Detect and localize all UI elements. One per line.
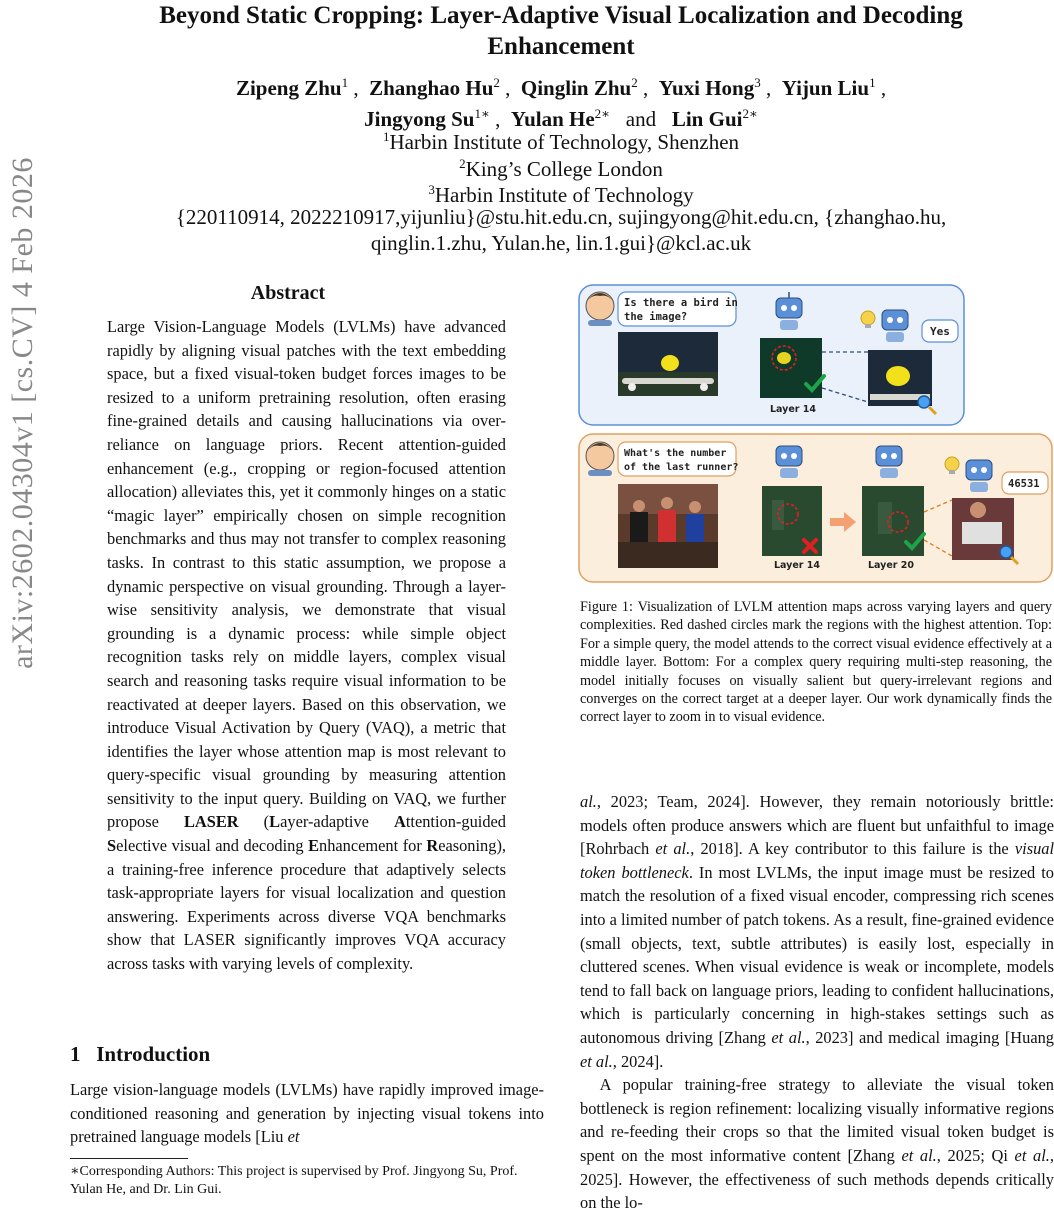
- section-title: Introduction: [96, 1042, 211, 1066]
- body-text: , 2023] and medical imaging [Huang: [805, 1027, 1054, 1047]
- body-text: , 2018]. A key contributor to this failure is the: [690, 839, 1015, 859]
- skateboard-image: [618, 332, 718, 396]
- abstract-section: [70, 282, 506, 976]
- figure-caption: Figure 1: Visualization of LVLM attention maps across varying layers and query complexities. Red dashed circles mark the regions with the highest attention. Top: For a simple query, the model attends to the correct visual evidence effectively at a middle layer. Bottom: For a complex query requiring multi-step reasoning, the model initially focuses on visually salient but query-irrelevant regions and converges on the correct target at a deeper layer. Our work dynamically finds the correct layer to zoom in to visual evidence.: [580, 599, 1052, 726]
- footnote-rule: [70, 1158, 188, 1159]
- body-text: , 2025]. However, the effectiveness of such methods depends critically on the lo-: [580, 1145, 1054, 1213]
- author-line-1: Zipeng Zhu$^1$ , Zhanghao Hu$^2$ , Qinglin Zhu$^2$ , Yuxi Hong$^3$ , Yijun Liu$^1$ ,: [235, 75, 887, 100]
- section-number: 1: [70, 1042, 81, 1066]
- intro-body: [70, 1078, 544, 1149]
- question-1-line-2: the image?: [624, 311, 688, 323]
- body-text: , 2024].: [612, 1051, 664, 1071]
- abstract-text: ayer-adaptive: [280, 812, 395, 832]
- body-text: . In most LVLMs, the input image must be resized to match the resolution of a fixed visual encoder, compressing rich scenes into a limited number of patch tokens. As a result, fine-grained evidence (small objects, text, subtle attributes) is easily lost, especially in cluttered scenes. When visual evidence is weak or incomplete, models tend to fall back on language priors, leading to confident hallucinations, which is particularly concerning in high-stakes settings such as autonomous driving [Zhang: [580, 862, 1054, 1047]
- email-line-1: {220110914, 2022210917,yijunliu}@stu.hit.edu.cn, sujingyong@hit.edu.cn, {zhanghao.hu,: [175, 205, 947, 229]
- figure-1: [578, 284, 1054, 586]
- body-text: A popular training-free strategy to alleviate the visual token bottleneck is region refinement: localizing visually informative regions and re-feeding their crops so that the limited visual token budget is spent on the most informative content [Zhang: [580, 1075, 1054, 1165]
- author-name: Yulan He: [510, 107, 595, 131]
- question-2-line-1: What's the number: [624, 448, 727, 459]
- author-affil-mark: 3: [754, 75, 761, 90]
- question-1-line-1: Is there a bird in: [624, 297, 738, 309]
- etal-text: et al.: [655, 839, 691, 859]
- layer-label-bottom-1: Layer 14: [774, 560, 821, 571]
- abstract-text: elective visual and decoding: [116, 836, 309, 856]
- abstract-heading: Abstract: [250, 282, 326, 304]
- abstract-text: Large Vision-Language Models (LVLMs) have advanced rapidly by aligning visual patches with the text embedding space, but a fixed visual-token budget forces images to be resized to a uniform pretraining resolution, often erasing fine-grained details and causing hallucinations via over-reliance on language priors. Recent attention-guided enhancement (e.g., cropping or region-focused attention allocation) alleviates this, yet it commonly hinges on a static “magic layer” empirically chosen on simple recognition benchmarks and thus may not transfer to complex reasoning tasks. In contrast to this static assumption, we propose a dynamic perspective on visual grounding. Through a layer-wise sensitivity analysis, we demonstrate that visual grounding is a dynamic process: while simple object recognition tasks rely on middle layers, complex visual search and reasoning tasks require visual information to be reactivated at deeper layers. Based on this observation, we introduce Visual Activation by Query (VAQ), a metric that identifies the layer whose attention map is most relevant to query-specific visual grounding by measuring attention sensitivity to the input query. Building on VAQ, we further propose: [107, 317, 506, 832]
- layer-label-bottom-2: Layer 20: [868, 560, 915, 571]
- author-name: Yuxi Hong: [658, 76, 755, 100]
- affil-text: Harbin Institute of Technology, Shenzhen: [389, 130, 740, 154]
- author-list: [70, 70, 1052, 132]
- affil-number: 3: [428, 182, 435, 197]
- body-text: , 2025; Qi: [936, 1145, 1015, 1165]
- abstract-text: nhancement for: [319, 836, 427, 856]
- etal-text: et al.: [771, 1027, 806, 1047]
- answer-2: 46531: [1008, 478, 1040, 490]
- author-affil-mark: 1: [341, 75, 349, 90]
- author-affil-mark: 2: [631, 75, 638, 90]
- answer-1: Yes: [930, 325, 950, 338]
- etal-text: et al.: [901, 1145, 937, 1165]
- acronym-letter: S: [107, 836, 117, 856]
- author-name: Jingyong Su: [364, 107, 475, 131]
- abstract-body: [107, 315, 506, 976]
- body-text: , 2023; Team, 2024]. However, they remain notoriously brittle: models often produce answers which are fluent but unfaithful to image [Rohrbach: [580, 792, 1054, 859]
- etal-text: al.: [580, 792, 597, 811]
- title-line-1: Beyond Static Cropping: Layer-Adaptive Visual Localization and Decoding: [159, 2, 963, 29]
- laser-name: LASER: [183, 812, 239, 832]
- author-and: and: [625, 107, 657, 131]
- email-line-2: qinglin.1.zhu, Yulan.he, lin.1.gui}@kcl.ac.uk: [370, 231, 752, 255]
- affil-number: 2: [459, 156, 466, 171]
- question-2-line-2: of the last runner?: [624, 462, 739, 473]
- arxiv-sidebar: [0, 157, 46, 669]
- affil-text: Harbin Institute of Technology: [434, 183, 694, 207]
- author-affil-mark: 1: [869, 75, 876, 90]
- intro-etal: et: [287, 1127, 300, 1147]
- abstract-text: ttention-guided: [405, 812, 507, 832]
- author-name: Qinglin Zhu: [520, 76, 632, 100]
- author-affil-mark: 2∗: [594, 106, 611, 121]
- acronym-letter: A: [394, 812, 406, 832]
- author-name: Zipeng Zhu: [235, 76, 342, 100]
- author-affil-mark: 2: [493, 75, 500, 90]
- acronym-letter: L: [269, 812, 281, 832]
- author-name: Zhanghao Hu: [369, 76, 494, 100]
- intro-text: Large vision-language models (LVLMs) have rapidly improved image-conditioned reasoning and generation by injecting visual tokens into pretrained language models [Liu: [70, 1080, 544, 1147]
- user-avatar-icon: [586, 292, 614, 326]
- right-paragraph-1: [580, 790, 1054, 1073]
- author-affil-mark: 1∗: [474, 106, 490, 121]
- right-column-body: [580, 790, 1054, 1215]
- runners-image: [618, 484, 718, 568]
- acronym-letter: E: [308, 836, 319, 856]
- author-name: Yijun Liu: [781, 76, 870, 100]
- affil-text: King’s College London: [465, 157, 663, 181]
- paper-title: [70, 0, 1052, 62]
- title-line-2: Enhancement: [487, 33, 635, 60]
- intro-heading: [70, 1042, 210, 1067]
- emphasis-text: visual token bottleneck: [580, 839, 1054, 882]
- arxiv-id: arXiv:2602.04304v1 [cs.CV] 4 Feb 2026: [6, 157, 39, 669]
- footnote: ∗Corresponding Authors: This project is supervised by Prof. Jingyong Su, Prof. Yulan He, and Dr. Lin Gui.: [70, 1164, 518, 1197]
- etal-text: et al.: [580, 1051, 613, 1071]
- user-avatar-icon: [586, 442, 614, 476]
- abstract-text: (: [238, 812, 270, 832]
- author-affil-mark: 2∗: [742, 106, 758, 121]
- author-name: Lin Gui: [671, 107, 743, 131]
- acronym-letter: R: [426, 836, 439, 856]
- abstract-text: easoning), a training-free inference procedure that adaptively selects task-appropriate layers for visual localization and question answering. Experiments across diverse VQA benchmarks show that LASER significantly improves VQA accuracy across tasks with varying levels of complexity.: [107, 836, 507, 974]
- right-paragraph-2: [580, 1073, 1054, 1215]
- etal-text: et al.: [1014, 1145, 1050, 1165]
- affil-number: 1: [382, 129, 390, 144]
- author-line-2: Jingyong $Su^{1∗}$ , Yulan $He^{2∗}$ and Lin Gui$^{2∗}$: [364, 106, 758, 131]
- layer-label-top: Layer 14: [770, 404, 817, 415]
